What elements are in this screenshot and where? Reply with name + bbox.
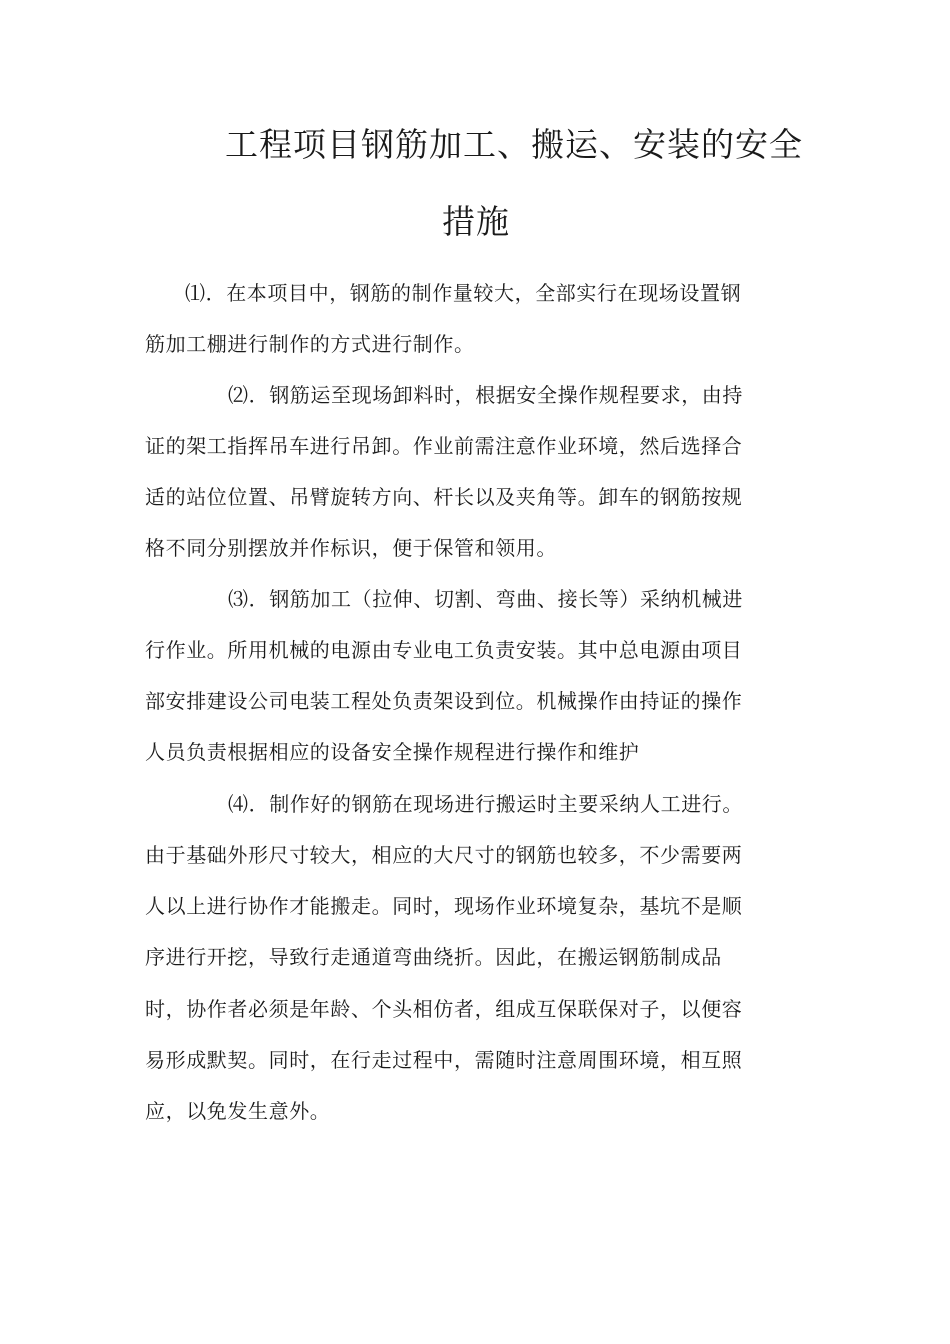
paragraph-1-line-2: 筋加工棚进行制作的方式进行制作。 (145, 332, 475, 356)
document-title-line-2: 措施 (442, 202, 510, 241)
paragraph-3-line-4: 人员负责根据相应的设备安全操作规程进行操作和维护 (145, 740, 640, 764)
paragraph-4-line-4: 序进行开挖，导致行走通道弯曲绕折。因此，在搬运钢筋制成品 (145, 945, 722, 969)
document-title-line-1: 工程项目钢筋加工、搬运、安装的安全 (225, 125, 803, 164)
paragraph-2-line-4: 格不同分别摆放并作标识，便于保管和领用。 (145, 536, 557, 560)
paragraph-1-line-1: ⑴．在本项目中，钢筋的制作量较大，全部实行在现场设置钢 (185, 281, 742, 305)
paragraph-4-line-5: 时，协作者必须是年龄、个头相仿者，组成互保联保对子，以便容 (145, 997, 743, 1021)
paragraph-3-line-1: ⑶．钢筋加工（拉伸、切割、弯曲、接长等）采纳机械进 (228, 587, 743, 611)
paragraph-4-line-6: 易形成默契。同时，在行走过程中，需随时注意周围环境，相互照 (145, 1048, 743, 1072)
paragraph-2-line-2: 证的架工指挥吊车进行吊卸。作业前需注意作业环境，然后选择合 (145, 434, 743, 458)
paragraph-3-line-2: 行作业。所用机械的电源由专业电工负责安装。其中总电源由项目 (145, 638, 743, 662)
paragraph-4-line-1: ⑷．制作好的钢筋在现场进行搬运时主要采纳人工进行。 (228, 792, 743, 816)
paragraph-2-line-3: 适的站位位置、吊臂旋转方向、杆长以及夹角等。卸车的钢筋按规 (145, 485, 743, 509)
paragraph-2-line-1: ⑵．钢筋运至现场卸料时，根据安全操作规程要求，由持 (228, 383, 743, 407)
paragraph-3-line-3: 部安排建设公司电装工程处负责架设到位。机械操作由持证的操作 (145, 689, 743, 713)
paragraph-4-line-2: 由于基础外形尺寸较大，相应的大尺寸的钢筋也较多，不少需要两 (145, 843, 743, 867)
paragraph-4-line-7: 应，以免发生意外。 (145, 1099, 331, 1123)
paragraph-4-line-3: 人以上进行协作才能搬走。同时，现场作业环境复杂，基坑不是顺 (145, 894, 743, 918)
